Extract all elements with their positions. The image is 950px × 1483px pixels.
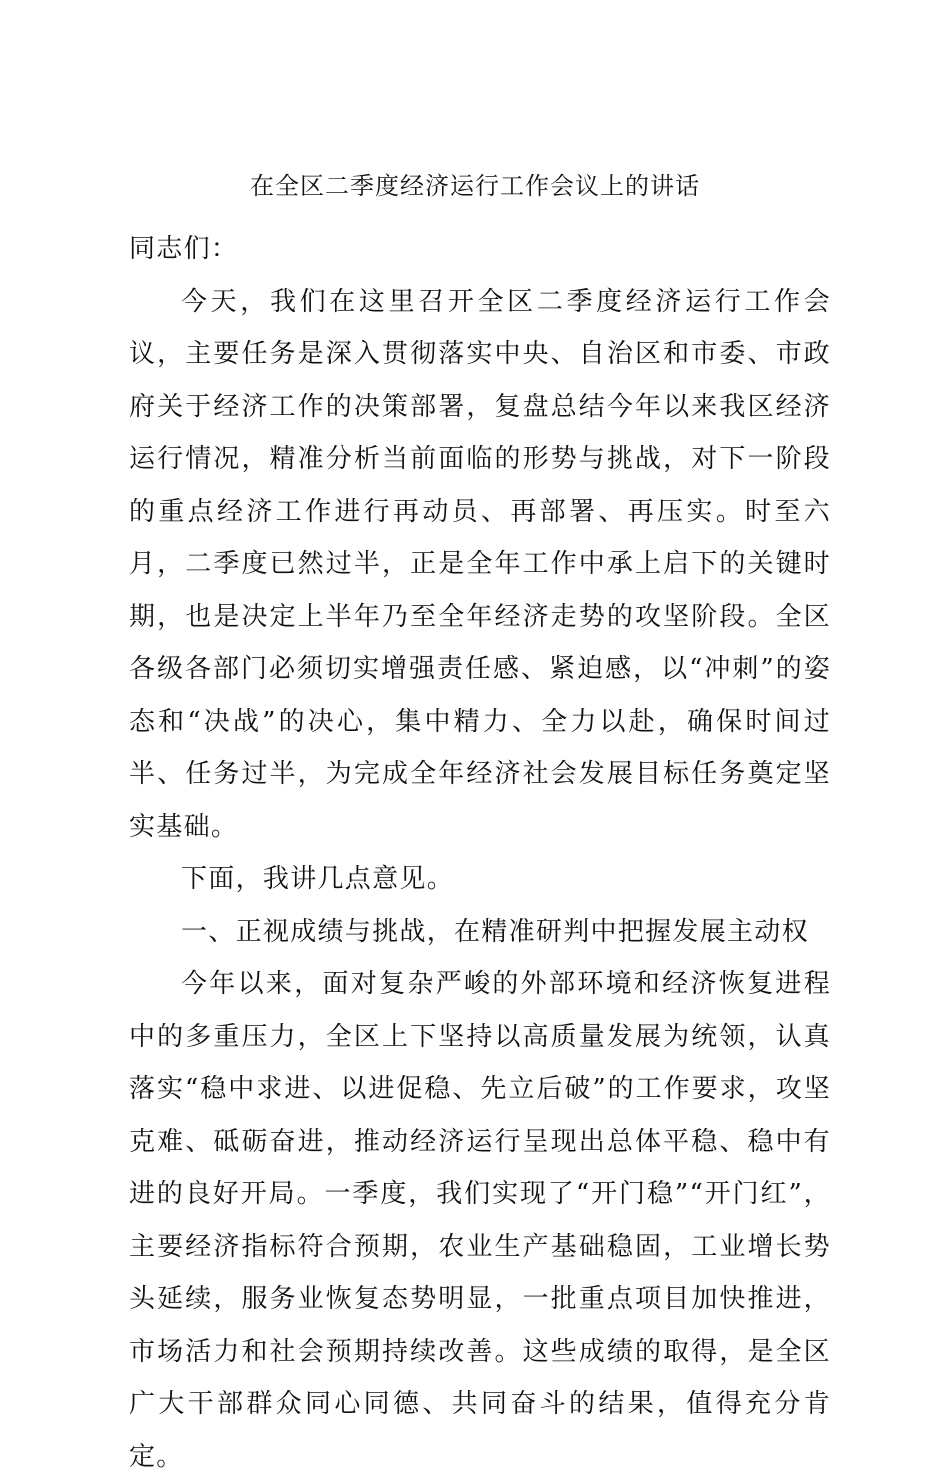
document-title: 在全区二季度经济运行工作会议上的讲话 bbox=[250, 172, 700, 200]
document-body bbox=[129, 223, 831, 1483]
paragraph-transition: 下面，我讲几点意见。 bbox=[181, 864, 455, 894]
paragraph-intro: 今天，我们在这里召开全区二季度经济运行工作会议，主要任务是深入贯彻落实中央、自治区和市委、市政府关于经济工作的决策部署，复盘总结今年以来我区经济运行情况，精准分析当前面临的形势与挑战，对下一阶段的重点经济工作进行再动员、再部署、再压实。时至六月，二季度已然过半，正是全年工作中承上启下的关键时期，也是决定上半年乃至全年经济走势的攻坚阶段。全区各级各部门必须切实增强责任感、紧迫感，以“冲刺”的姿态和“决战”的决心，集中精力、全力以赴，确保时间过半、任务过半，为完成全年经济社会发展目标任务奠定坚实基础。 bbox=[129, 286, 831, 842]
paragraph-section-1: 今年以来，面对复杂严峻的外部环境和经济恢复进程中的多重压力，全区上下坚持以高质量发展为统领，认真落实“稳中求进、以进促稳、先立后破”的工作要求，攻坚克难、砥砺奋进，推动经济运行呈现出总体平稳、稳中有进的良好开局。一季度，我们实现了“开门稳”“开门红”，主要经济指标符合预期，农业生产基础稳固，工业增长势头延续，服务业恢复态势明显，一批重点项目加快推进，市场活力和社会预期持续改善。这些成绩的取得，是全区广大干部群众同心同德、共同奋斗的结果，值得充分肯定。 bbox=[129, 969, 831, 1472]
section-heading-1: 一、正视成绩与挑战，在精准研判中把握发展主动权 bbox=[181, 916, 809, 947]
salutation: 同志们： bbox=[129, 234, 239, 264]
